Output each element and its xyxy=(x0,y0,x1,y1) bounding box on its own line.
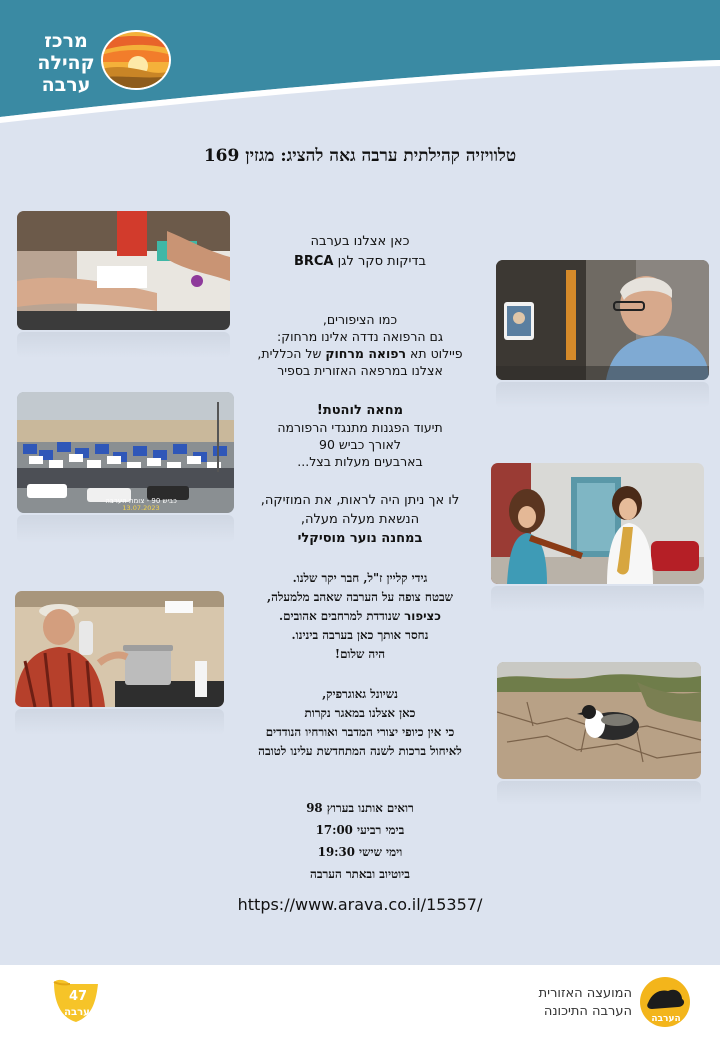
sunset-logo-icon xyxy=(98,28,174,92)
memorial-line-3 xyxy=(235,607,485,626)
protest-date: 13.07.2023 xyxy=(122,504,160,512)
geo-line-2: כאן אצלנו במאגר נקרות xyxy=(304,706,416,720)
remote-line-4: אצלנו במרפאה האזורית בספיר xyxy=(277,363,443,378)
brca-gene-label: BRCA xyxy=(293,254,334,269)
geo-line-4: לאיחול ברכות לשנה המתחדשת עלינו לטובה xyxy=(258,744,462,758)
memorial-segment xyxy=(235,569,485,664)
memorial-line-1: גידי קליין ז"ל, חבר יקר שלנו. xyxy=(292,571,428,585)
brca-line-1: כאן אצלנו בערבה xyxy=(310,234,410,249)
schedule-segment xyxy=(240,797,480,885)
anniversary-text: ערבה xyxy=(64,1007,90,1018)
anniversary-logo-icon xyxy=(48,978,104,1024)
music-segment xyxy=(225,491,495,548)
photo-bird xyxy=(497,662,701,779)
memorial-line-4: נחסר אותך כאן בערבה בינינו. xyxy=(291,628,429,642)
council-name xyxy=(520,985,632,1021)
remote-line-3-bold: רפואה מרחוק xyxy=(325,346,407,361)
schedule-friday: וימי שישי 19:30 xyxy=(317,845,403,859)
logo-line-3: ערבה xyxy=(41,74,91,96)
photo-music-camp xyxy=(491,463,704,584)
memorial-line-3-bold: כציפור xyxy=(404,609,441,623)
brca-line-2 xyxy=(240,252,480,272)
protest-segment xyxy=(240,402,480,470)
photo-bird-reflection xyxy=(497,781,701,805)
photo-telemedicine xyxy=(496,260,709,380)
protest-line-2: לאורך כביש 90 xyxy=(319,437,401,452)
remote-line-2: גם הרפואה נדדה אלינו מרחוק: xyxy=(277,329,443,344)
geo-line-3: כי אין כיופי יצורי המדבר ואורחיו הנודדים xyxy=(265,725,455,739)
photo-brca-reflection xyxy=(17,332,230,358)
council-line-1: המועצה האזורית xyxy=(538,986,632,1001)
brca-segment xyxy=(240,232,480,272)
logo-line-2: קהילה xyxy=(37,52,95,74)
protest-line-1: תיעוד הפגנות מתנגדי הרפורמה xyxy=(277,420,443,435)
protest-line-3: בארבעים מעלות בצל... xyxy=(297,454,423,469)
remote-medicine-segment xyxy=(235,311,485,379)
music-line-2: הנשאת מעלה מעלה, xyxy=(300,512,420,527)
photo-memorial xyxy=(15,591,224,707)
protest-heading: מחאה לוהטת! xyxy=(316,403,404,418)
geo-line-1: נשיונל גאוגרפיק, xyxy=(322,687,398,701)
remote-line-1: כמו הציפורים, xyxy=(322,312,398,327)
protest-caption: כביש 90 - צומת הערבה xyxy=(105,497,177,505)
article-link[interactable]: https://www.arava.co.il/15357/ xyxy=(237,895,483,914)
page-title: טלוויזיה קהילתית ערבה גאה להציג: מגזין 169 xyxy=(203,146,517,166)
memorial-line-3-post: שנודדת למרחבים אהובים. xyxy=(279,609,405,623)
logo-line-1: מרכז xyxy=(44,30,88,52)
council-line-2: הערבה התיכונה xyxy=(543,1004,632,1019)
remote-line-3-pre: פיילוט תא xyxy=(406,346,463,361)
photo-music-reflection xyxy=(491,586,704,612)
photo-protest xyxy=(17,392,234,513)
photo-telemedicine-reflection xyxy=(496,382,709,408)
photo-protest-reflection xyxy=(17,515,234,543)
schedule-platforms: ביוטיוב ובאתר הערבה xyxy=(310,867,410,881)
geo-segment xyxy=(225,685,495,761)
memorial-line-2: שבטח צופה על הערבה שאהב מלמעלה, xyxy=(267,590,453,604)
remote-line-3 xyxy=(235,345,485,362)
music-line-3: במחנה נוער מוסיקלי xyxy=(297,531,423,546)
anniversary-number: 47 xyxy=(68,989,88,1004)
remote-line-3-post: של הכללית, xyxy=(257,346,326,361)
council-emblem-icon xyxy=(638,975,692,1029)
photo-brca-test xyxy=(17,211,230,330)
memorial-line-5: היה שלום! xyxy=(334,647,386,661)
photo-memorial-reflection xyxy=(15,709,224,735)
brca-line-2-text: בדיקות סקר לגן xyxy=(333,254,427,269)
header-logo-text xyxy=(34,30,98,96)
music-line-1: לו אך ניתן היה לראות, את המוזיקה, xyxy=(260,493,460,508)
schedule-channel: רואים אותנו בערוץ 98 xyxy=(306,801,414,815)
schedule-wednesday: בימי רביעי 17:00 xyxy=(315,823,405,837)
council-emblem-text: הערבה xyxy=(651,1014,681,1024)
